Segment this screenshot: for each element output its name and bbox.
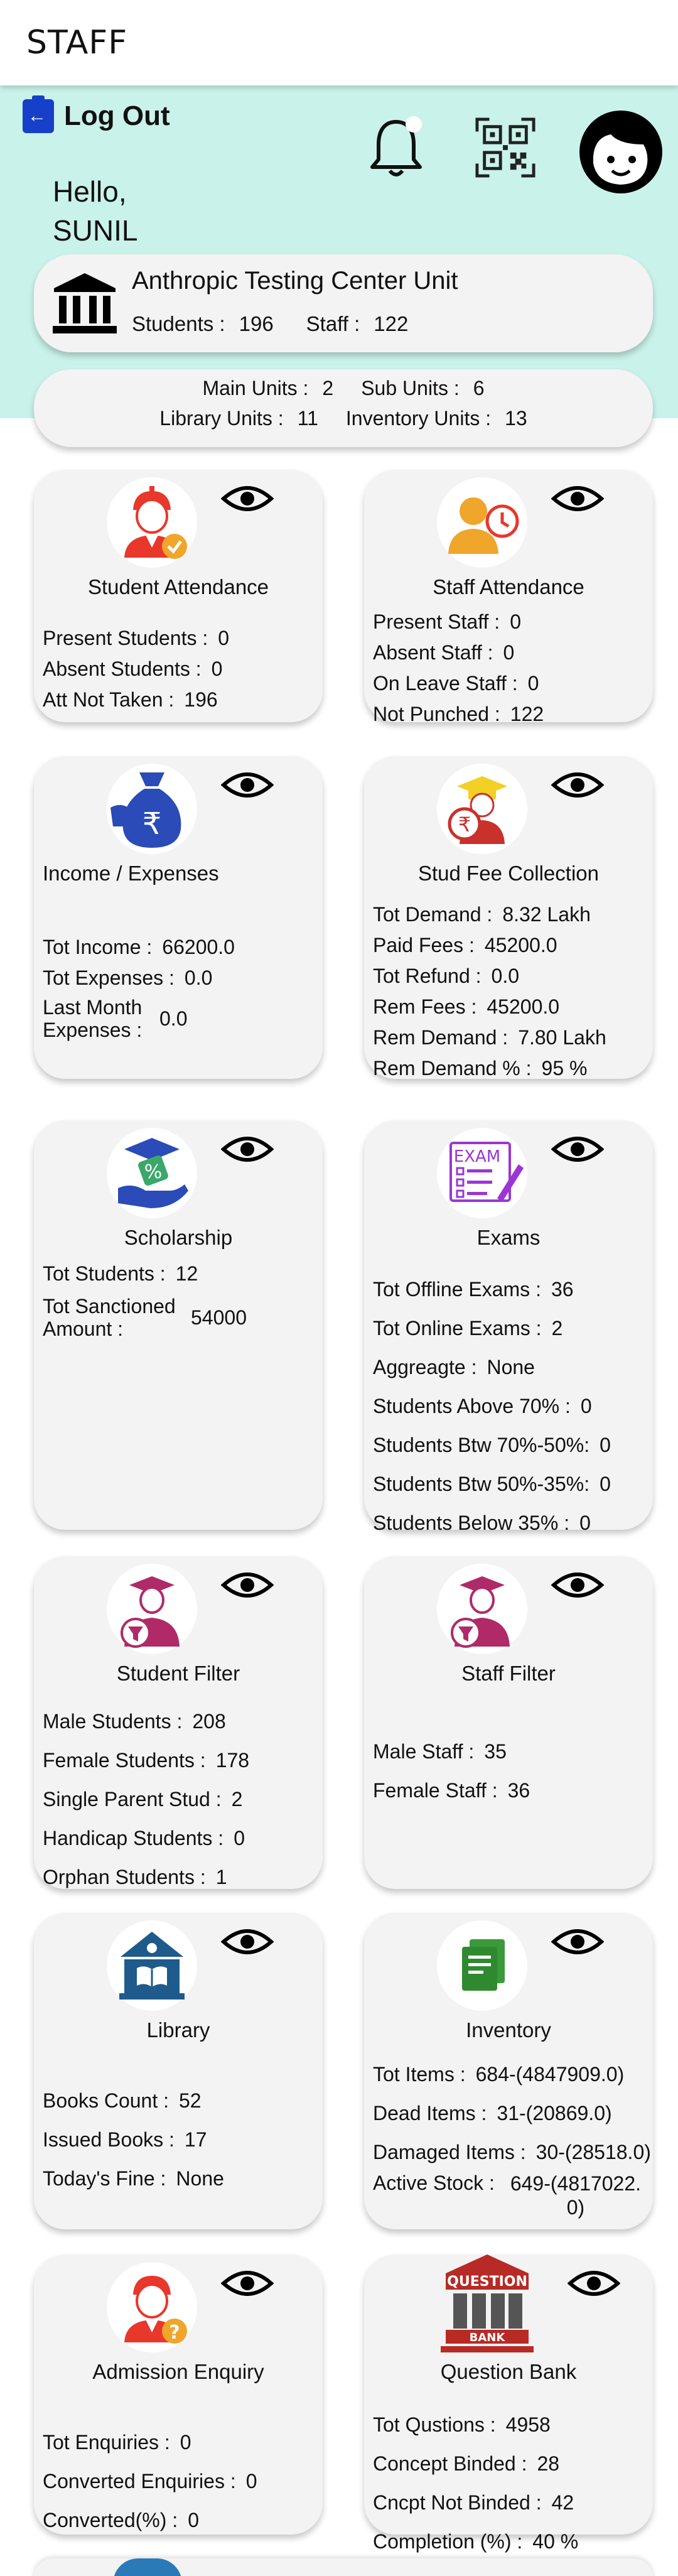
card-row: [43, 1702, 316, 1741]
row-label: Rem Demand :: [373, 1026, 508, 1049]
row-label: On Leave Staff :: [373, 672, 518, 695]
row-label: Tot Students :: [43, 1262, 166, 1285]
row-label: Tot Refund :: [373, 965, 482, 987]
row-value: 36: [507, 1778, 530, 1802]
eye-icon[interactable]: [568, 2266, 620, 2301]
card-row: [43, 1858, 316, 1897]
row-label: Tot Enquiries :: [43, 2430, 170, 2454]
row-label: Male Students :: [43, 1709, 183, 1733]
card-title: Staff Filter: [461, 1662, 556, 1685]
card-row: [373, 2444, 647, 2483]
row-label: Converted(%) :: [43, 2508, 178, 2531]
card-icon-holder: [437, 1920, 527, 2011]
card-row: [373, 1732, 647, 1771]
card-row: [43, 1780, 316, 1819]
exams-card[interactable]: [364, 1120, 653, 1534]
row-value: None: [176, 2167, 224, 2190]
card-row: [373, 2522, 647, 2561]
library-units-label: Library Units :: [159, 407, 284, 430]
card-rows: [43, 1702, 316, 1897]
row-value: 7.80 Lakh: [518, 1026, 606, 1049]
svg-text:%: %: [144, 1161, 163, 1183]
row-value: 8.32 Lakh: [502, 903, 591, 926]
card-icon-holder: [437, 1128, 527, 1218]
students-value: 196: [239, 312, 274, 335]
greeting: [53, 172, 137, 250]
inventory-units-label: Inventory Units :: [345, 407, 492, 430]
card-rows: [373, 607, 647, 730]
card-title: Inventory: [466, 2018, 551, 2042]
card-row: [373, 2055, 647, 2094]
main-units-label: Main Units :: [202, 377, 309, 399]
row-value: 45200.0: [484, 934, 557, 956]
card-row: [373, 1348, 647, 1387]
row-label: Students Btw 70%-50%:: [373, 1433, 590, 1456]
row-value: 0: [510, 610, 521, 633]
card-row: [373, 2172, 647, 2222]
row-label: Aggreagte :: [373, 1355, 477, 1378]
row-label: Students Btw 50%-35%:: [373, 1472, 590, 1495]
row-value: 0.0: [184, 966, 213, 989]
money-bag-icon: [107, 764, 197, 854]
counts-row-units: [34, 377, 653, 400]
notification-bell-icon[interactable]: [366, 113, 426, 182]
row-value: 36: [551, 1277, 574, 1301]
row-label: Tot Expenses :: [43, 966, 175, 989]
row-value: 649-(4817022.0): [510, 2172, 641, 2219]
eye-icon[interactable]: [551, 1567, 604, 1603]
row-value: 0: [245, 2469, 257, 2492]
card-row: [373, 1387, 647, 1426]
app-title: STAFF: [26, 24, 128, 62]
eye-icon[interactable]: [221, 481, 274, 516]
row-label: Cncpt Not Binded :: [373, 2491, 542, 2514]
card-title: Question Bank: [440, 2360, 577, 2383]
card-row: [43, 623, 316, 654]
staff-filter-card[interactable]: [364, 1556, 653, 1889]
row-label: Orphan Students :: [43, 1865, 206, 1888]
row-label: Tot Sanctioned Amount :: [43, 1295, 176, 1340]
user-name: SUNIL: [53, 214, 138, 247]
card-row: [373, 1771, 647, 1810]
card-title: Exams: [476, 1226, 541, 1249]
scholarship-icon: [107, 1128, 197, 1218]
card-title: Stud Fee Collection: [418, 862, 599, 885]
counts-row-library: [34, 407, 653, 430]
card-row: [373, 637, 647, 668]
row-value: 4958: [505, 2413, 551, 2436]
card-rows: [43, 932, 316, 1044]
card-icon-holder: [437, 764, 527, 854]
card-title: Scholarship: [124, 1226, 233, 1249]
unit-counts-card: [34, 369, 653, 447]
card-row: [43, 1256, 316, 1291]
row-label: Present Students :: [43, 627, 208, 649]
card-row: [373, 607, 647, 637]
eye-icon[interactable]: [551, 767, 604, 803]
logout-label: Log Out: [64, 100, 170, 131]
row-label: Att Not Taken :: [43, 688, 175, 711]
row-label: Last Month Expenses :: [43, 996, 143, 1041]
row-label: Issued Books :: [43, 2128, 175, 2151]
card-row: [43, 2120, 316, 2159]
row-value: 0: [211, 658, 223, 680]
card-row: [43, 685, 316, 715]
row-value: 95 %: [541, 1057, 588, 1080]
card-row: [43, 2423, 316, 2462]
card-row: [373, 899, 647, 930]
row-value: 2: [551, 1316, 563, 1339]
card-row: [373, 930, 647, 961]
row-value: None: [487, 1355, 535, 1378]
card-rows: [373, 1270, 647, 1542]
card-title: Student Filter: [116, 1662, 240, 1685]
card-row: [43, 1819, 316, 1858]
unit-stats: [132, 312, 441, 336]
card-rows: [373, 2055, 651, 2222]
row-value: 66200.0: [162, 936, 235, 958]
main-units-value: 2: [322, 377, 334, 399]
card-rows: [43, 2423, 316, 2540]
row-value: 45200.0: [487, 995, 560, 1018]
row-label: Dead Items :: [373, 2101, 487, 2124]
student-filter-card[interactable]: [34, 1556, 323, 1889]
card-row: [373, 1053, 647, 1084]
qr-code-icon[interactable]: [475, 117, 536, 178]
card-rows: [373, 2405, 647, 2561]
eye-icon[interactable]: [221, 1132, 274, 1167]
user-avatar-icon[interactable]: [578, 109, 664, 195]
row-label: Tot Income :: [43, 936, 153, 958]
inventory-card[interactable]: [364, 1913, 653, 2229]
svg-text:₹: ₹: [458, 813, 471, 836]
row-label: Paid Fees :: [373, 934, 475, 956]
row-label: Students Below 35% :: [373, 1511, 570, 1534]
student-attendance-card[interactable]: [34, 470, 323, 722]
card-rows: [373, 1732, 647, 1810]
row-value: 0: [600, 1433, 611, 1456]
card-icon-holder: [107, 1564, 197, 1654]
eye-icon[interactable]: [551, 481, 604, 516]
svg-text:EXAM: EXAM: [453, 1147, 501, 1166]
row-label: Tot Items :: [373, 2062, 466, 2086]
card-row: [43, 2159, 316, 2198]
card-row: [373, 992, 647, 1022]
institution-icon: [50, 271, 119, 336]
row-label: Handicap Students :: [43, 1826, 224, 1849]
eye-icon[interactable]: [221, 1567, 274, 1603]
card-row: [43, 654, 316, 685]
row-label: Completion (%) :: [373, 2530, 523, 2553]
card-row: [373, 2405, 647, 2444]
card-icon-holder: [437, 1564, 527, 1654]
card-rows: [43, 623, 316, 715]
app-bar: [0, 0, 678, 85]
eye-icon[interactable]: [551, 1132, 604, 1167]
card-icon-holder: [107, 2262, 197, 2352]
row-label: Tot Offline Exams :: [373, 1277, 541, 1301]
sub-units-value: 6: [473, 377, 485, 399]
staff-attendance-card[interactable]: [364, 470, 653, 725]
greeting-hello: Hello,: [53, 175, 127, 208]
staff-label: Staff :: [306, 312, 360, 335]
student-filter-icon: [107, 1564, 197, 1654]
unit-name: Anthropic Testing Center Unit: [132, 267, 458, 295]
row-label: Absent Staff :: [373, 641, 493, 664]
row-value: 196: [184, 688, 218, 711]
card-row: [373, 2133, 651, 2172]
stud-fee-collection-card[interactable]: [364, 756, 653, 1079]
card-icon-holder: [107, 477, 197, 568]
row-label: Single Parent Stud :: [43, 1787, 222, 1810]
row-label: Not Punched :: [373, 703, 500, 725]
scholarship-card[interactable]: [34, 1120, 323, 1530]
card-title: Library: [146, 2018, 210, 2042]
logo-text-question: QUESTION: [447, 2274, 527, 2290]
row-label: Students Above 70% :: [373, 1394, 571, 1417]
row-label: Present Staff :: [373, 610, 500, 633]
row-label: Books Count :: [43, 2089, 169, 2112]
row-value: 28: [537, 2452, 560, 2475]
card-row: [373, 1426, 647, 1464]
card-icon-holder: [107, 764, 197, 854]
row-value: 0: [218, 627, 230, 649]
students-label: Students :: [132, 312, 225, 335]
income-expenses-card[interactable]: [34, 756, 323, 1079]
card-row: [43, 2081, 316, 2120]
row-label: Rem Fees :: [373, 995, 477, 1018]
exam-paper-icon: [437, 1128, 527, 1218]
card-icon-holder: [107, 1920, 197, 2011]
card-row: [373, 961, 647, 992]
row-value: 0.0: [159, 1007, 188, 1030]
row-label: Damaged Items :: [373, 2140, 526, 2163]
row-value: 2: [231, 1787, 243, 1810]
row-label: Concept Binded :: [373, 2452, 527, 2475]
row-value: 684-(4847909.0): [475, 2062, 625, 2086]
dashboard-header: [0, 85, 678, 430]
card-row: [43, 1741, 316, 1780]
row-value: 17: [184, 2128, 207, 2151]
card-title: Admission Enquiry: [92, 2360, 264, 2383]
row-value: 0: [527, 672, 539, 695]
card-row: [43, 2501, 316, 2540]
card-row: [43, 963, 316, 993]
row-value: 30-(28518.0): [535, 2140, 651, 2163]
row-value: 35: [484, 1740, 507, 1763]
row-label: Tot Online Exams :: [373, 1316, 542, 1339]
eye-icon[interactable]: [221, 767, 274, 803]
row-value: 42: [551, 2491, 574, 2514]
row-value: 40 %: [532, 2530, 579, 2553]
card-title: Student Attendance: [87, 575, 269, 598]
card-row: [43, 932, 316, 963]
card-row: [43, 2462, 316, 2501]
row-value: 0: [600, 1472, 611, 1495]
card-icon-holder: [107, 1128, 197, 1218]
inventory-units-value: 13: [505, 407, 527, 430]
card-row: [373, 668, 647, 699]
svg-text:?: ?: [169, 2322, 180, 2344]
row-value: 0.0: [491, 965, 520, 987]
library-units-value: 11: [297, 407, 318, 430]
card-rows: [43, 1256, 316, 1344]
library-building-icon: [107, 1920, 197, 2011]
row-value: 0: [180, 2430, 191, 2454]
fee-collection-icon: [437, 764, 527, 854]
eye-icon[interactable]: [221, 2266, 274, 2301]
card-rows: [373, 899, 647, 1084]
row-label: Tot Demand :: [373, 903, 493, 926]
row-label: Male Staff :: [373, 1740, 475, 1763]
card-row: [373, 1464, 647, 1503]
logo-text-bank: BANK: [469, 2331, 505, 2344]
row-label: Active Stock :: [373, 2172, 495, 2194]
unit-summary-card[interactable]: [34, 254, 653, 352]
row-label: Female Students :: [43, 1748, 206, 1772]
row-value: 122: [510, 703, 544, 725]
row-value: 0: [579, 1511, 591, 1534]
row-label: Rem Demand % :: [373, 1057, 532, 1080]
card-rows: [43, 2081, 316, 2198]
question-bank-logo: [434, 2254, 540, 2357]
card-row: [373, 2094, 647, 2133]
card-row: [43, 1291, 316, 1344]
eye-icon[interactable]: [551, 1924, 604, 1959]
staff-filter-icon: [437, 1564, 527, 1654]
card-title: Staff Attendance: [433, 575, 584, 598]
sub-units-label: Sub Units :: [361, 377, 460, 399]
card-row: [43, 993, 316, 1044]
card-row: [373, 1309, 647, 1348]
logout-icon: ←: [23, 99, 54, 133]
eye-icon[interactable]: [221, 1924, 274, 1959]
row-label: Converted Enquiries :: [43, 2469, 236, 2492]
row-value: 52: [179, 2089, 202, 2112]
card-row: [373, 1503, 647, 1542]
row-label: Absent Students :: [43, 658, 202, 680]
row-value: 12: [175, 1262, 198, 1285]
row-value: 0: [580, 1394, 592, 1417]
question-bank-card[interactable]: [364, 2254, 653, 2553]
admission-enquiry-card[interactable]: [34, 2254, 323, 2535]
row-label: Today's Fine :: [43, 2167, 166, 2190]
row-value: 208: [192, 1709, 226, 1733]
logout-button[interactable]: [23, 99, 170, 133]
admission-enquiry-icon: [107, 2262, 197, 2352]
svg-text:₹: ₹: [142, 806, 162, 842]
library-card[interactable]: [34, 1913, 323, 2229]
inventory-docs-icon: [437, 1920, 527, 2011]
staff-attendance-icon: [437, 477, 527, 568]
card-row: [373, 1270, 647, 1309]
row-value: 178: [215, 1748, 250, 1772]
card-row: [373, 1022, 647, 1053]
row-value: 0: [188, 2508, 199, 2531]
student-attendance-icon: [107, 477, 197, 568]
card-row: [373, 2483, 647, 2522]
row-value: 1: [215, 1865, 227, 1888]
row-value: 31-(20869.0): [497, 2101, 612, 2124]
row-value: 54000: [191, 1306, 247, 1329]
card-title: Income / Expenses: [43, 862, 219, 885]
row-label: Tot Qustions :: [373, 2413, 496, 2436]
card-icon-holder: [437, 477, 527, 568]
row-value: 0: [234, 1826, 245, 1849]
staff-value: 122: [374, 312, 409, 335]
card-row: [373, 699, 647, 730]
row-label: Female Staff :: [373, 1778, 498, 1802]
row-value: 0: [503, 641, 515, 664]
